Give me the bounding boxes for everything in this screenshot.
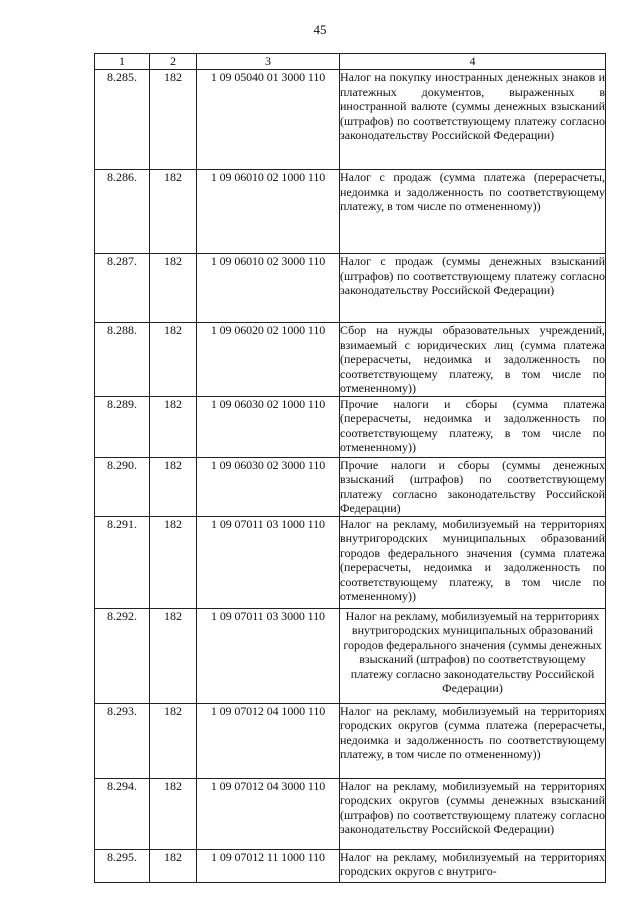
admin-code: 182 xyxy=(150,703,197,778)
table-row xyxy=(95,849,606,882)
row-number: 8.289. xyxy=(95,396,150,457)
admin-code: 182 xyxy=(150,778,197,849)
revenue-name: Налог на рекламу, мобилизуемый на территориях городских округов (сумма платежа (перерасчеты, недоимка и задолженность по соответствующему платежу, в том числе по отмененному)) xyxy=(340,703,606,778)
page-number: 45 xyxy=(313,22,327,37)
budget-classification-code: 1 09 07011 03 3000 110 xyxy=(197,608,340,703)
budget-codes-table xyxy=(94,53,606,883)
table-row xyxy=(95,396,606,457)
budget-classification-code: 1 09 07012 04 3000 110 xyxy=(197,778,340,849)
column-header-3: 3 xyxy=(197,54,340,70)
admin-code: 182 xyxy=(150,396,197,457)
table-row xyxy=(95,608,606,703)
row-number: 8.293. xyxy=(95,703,150,778)
admin-code: 182 xyxy=(150,170,197,254)
row-number: 8.286. xyxy=(95,170,150,254)
revenue-name: Сбор на нужды образовательных учреждений, взимаемый с юридических лиц (сумма платежа (перерасчеты, недоимка и задолженность по соответствующему платежу, в том числе по отмененному)) xyxy=(340,323,605,395)
revenue-name: Налог с продаж (суммы денежных взысканий (штрафов) по соответствующему платежу согласно законодательству Российской Федерации) xyxy=(340,254,606,323)
revenue-name: Налог на рекламу, мобилизуемый на территориях городских округов с внутриго- xyxy=(340,849,606,882)
row-number: 8.287. xyxy=(95,254,150,323)
table-row xyxy=(95,703,606,778)
admin-code: 182 xyxy=(150,608,197,703)
table-row xyxy=(95,170,606,254)
admin-code: 182 xyxy=(150,323,197,397)
revenue-name: Прочие налоги и сборы (суммы денежных взысканий (штрафов) по соответствующему платежу согласно законодательству Российской Федерации) xyxy=(340,457,605,515)
revenue-name: Налог на рекламу, мобилизуемый на территориях внутригородских муниципальных образований городов федерального значения (сумма платежа (перерасчеты, недоимка и задолженность по соответствующему платежу, в том числе по отмененному)) xyxy=(340,516,606,608)
row-number: 8.294. xyxy=(95,778,150,849)
admin-code: 182 xyxy=(150,457,197,516)
table-row xyxy=(95,516,606,608)
column-header-4: 4 xyxy=(340,54,606,70)
budget-classification-code: 1 09 06030 02 3000 110 xyxy=(197,457,340,516)
table-row xyxy=(95,323,606,397)
budget-classification-code: 1 09 06020 02 1000 110 xyxy=(197,323,340,397)
admin-code: 182 xyxy=(150,516,197,608)
admin-code: 182 xyxy=(150,70,197,170)
table-header-row xyxy=(95,54,606,70)
budget-classification-code: 1 09 07011 03 1000 110 xyxy=(197,516,340,608)
revenue-name: Прочие налоги и сборы (сумма платежа (перерасчеты, недоимка и задолженность по соответствующему платежу, в том числе по отмененному)) xyxy=(340,396,606,457)
budget-classification-code: 1 09 06010 02 3000 110 xyxy=(197,254,340,323)
budget-classification-code: 1 09 07012 11 1000 110 xyxy=(197,849,340,882)
admin-code: 182 xyxy=(150,254,197,323)
budget-classification-code: 1 09 06030 02 1000 110 xyxy=(197,396,340,457)
column-header-2: 2 xyxy=(150,54,197,70)
table-row xyxy=(95,254,606,323)
row-number: 8.291. xyxy=(95,516,150,608)
table-row xyxy=(95,778,606,849)
revenue-name: Налог на покупку иностранных денежных знаков и платежных документов, выраженных в иностранной валюте (суммы денежных взысканий (штрафов) по соответствующему платежу согласно законодательству Российской Федерации) xyxy=(340,70,606,170)
row-number: 8.285. xyxy=(95,70,150,170)
table-row xyxy=(95,457,606,516)
revenue-name: Налог с продаж (сумма платежа (перерасчеты, недоимка и задолженность по соответствующему платежу, в том числе по отмененному)) xyxy=(340,170,606,254)
budget-classification-code: 1 09 06010 02 1000 110 xyxy=(197,170,340,254)
revenue-name: Налог на рекламу, мобилизуемый на территориях внутригородских муниципальных образований городов федерального значения (суммы денежных взысканий (штрафов) по соответствующему платежу согласно законодательству Российской Федерации) xyxy=(340,608,606,703)
column-header-1: 1 xyxy=(95,54,150,70)
budget-classification-code: 1 09 05040 01 3000 110 xyxy=(197,70,340,170)
row-number: 8.290. xyxy=(95,457,150,516)
table-row xyxy=(95,70,606,170)
budget-classification-code: 1 09 07012 04 1000 110 xyxy=(197,703,340,778)
admin-code: 182 xyxy=(150,849,197,882)
revenue-name: Налог на рекламу, мобилизуемый на территориях городских округов (суммы денежных взысканий (штрафов) по соответствующему платежу согласно законодательству Российской Федерации) xyxy=(340,778,606,849)
row-number: 8.292. xyxy=(95,608,150,703)
row-number: 8.288. xyxy=(95,323,150,397)
row-number: 8.295. xyxy=(95,849,150,882)
